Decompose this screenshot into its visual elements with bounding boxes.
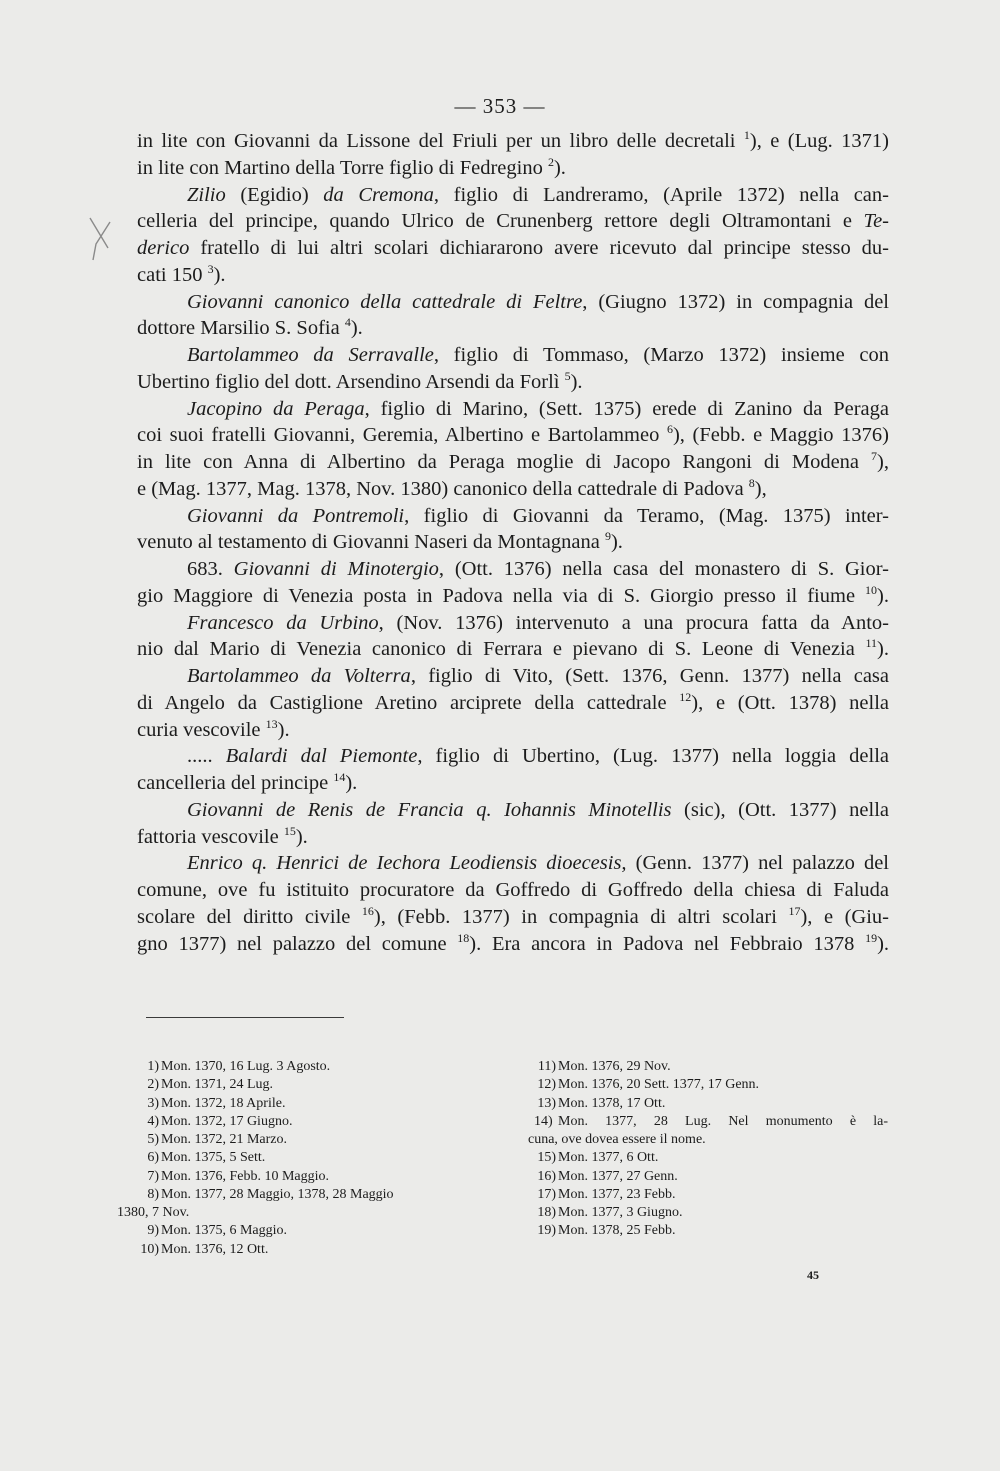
footnote-text: 1380, 7 Nov. [117,1205,190,1220]
footnote-rule [146,1017,344,1018]
footnote-text: Mon. 1376, 29 Nov. [558,1059,671,1074]
text-segment: , figlio di Tommaso, (Marzo 1372) insieme con [433,344,889,366]
text-segment: ). [213,263,226,286]
text-line [137,235,889,262]
text-segment: di Angelo da Castiglione Aretino arciprete della cattedrale [137,691,680,714]
footnote-number: 11) [537,1059,556,1074]
text-line [137,904,889,931]
text-line [137,717,889,744]
text-line [137,850,889,877]
text-line [137,315,889,342]
text-segment: dottore Marsilio S. Sofia [137,317,345,340]
footnote-number: 3) [147,1095,159,1111]
footnote-reference: 1 [743,128,750,142]
footnote [528,1168,888,1186]
text-segment: celleria del principe, quando Ulrico de Crunenberg rettore degli Oltramontani e [137,210,864,233]
italic-name: Balardi dal Piemonte [225,745,418,768]
text-line [137,690,889,717]
footnote-number: 14) [534,1113,553,1129]
text-line [137,155,889,182]
text-segment: ), (Febb. 1377) in compagnia di altri scolari [373,905,789,928]
footnote [528,1113,888,1131]
text-line [137,342,889,369]
footnote-text: Mon. 1377, 28 Lug. Nel monumento è la- [558,1113,888,1129]
text-segment: , figlio di Marino, (Sett. 1375) erede di Zanino da Peraga [364,397,889,420]
text-segment: ), e (Giu- [800,905,889,928]
text-segment: ). [350,317,363,340]
footnote-number: 19) [537,1223,556,1239]
footnote-reference: 19 [865,930,878,945]
footnotes-left-column [117,1058,472,1259]
footnote-reference: 9 [604,529,611,544]
text-segment: (Genn. 1377) nel palazzo del [626,852,889,875]
page-number: — 353 — [454,94,546,118]
text-line [137,529,889,556]
footnote-text: Mon. 1376, 12 Ott. [161,1241,269,1257]
footnote-text: Mon. 1377, 27 Genn. [558,1168,678,1184]
italic-name: Enrico q. Henrici de Iechora Leodiensis dioecesis, [187,852,627,875]
text-segment: e (Mag. 1377, Mag. 1378, Nov. 1380) canonico della cattedrale di Padova [137,477,749,500]
text-segment: cati 150 [137,263,208,286]
footnote-number: 5) [147,1132,159,1147]
footnote-text: Mon. 1377, 23 Febb. [558,1186,676,1202]
footnote-text: Mon. 1375, 5 Sett. [161,1150,266,1166]
footnote [528,1076,888,1094]
footnote-reference: 8 [748,475,755,490]
footnote [528,1222,888,1240]
text-line [137,797,889,824]
footnote-number: 6) [147,1150,159,1166]
text-line [137,396,889,423]
text-segment: , figlio di Giovanni da Teramo, (Mag. 1375) inter- [404,504,890,527]
footnote-text: Mon. 1372, 21 Marzo. [161,1132,287,1147]
text-line [137,289,889,316]
text-line [137,636,889,663]
text-segment: ). [570,370,583,393]
text-line [137,610,889,637]
footnote [528,1058,888,1076]
footnote-text: Mon. 1376, Febb. 10 Maggio. [161,1168,329,1184]
text-segment: fratello di lui altri scolari dichiararono avere ricevuto dal principe stesso du- [189,237,889,259]
text-line [137,743,889,770]
footnote-text: Mon. 1371, 24 Lug. [161,1077,273,1093]
footnote-text: Mon. 1378, 25 Febb. [558,1223,676,1239]
text-line [137,182,889,209]
footnote [117,1222,472,1240]
footnote-text: Mon. 1372, 18 Aprile. [161,1095,286,1111]
footnote-reference: 3 [207,261,214,276]
text-line [137,422,889,449]
footnote-number: 13) [537,1095,556,1111]
text-segment: gno 1377) nel palazzo del comune [137,932,458,955]
footnote [528,1149,888,1167]
text-segment: cancelleria del principe [137,772,334,794]
text-segment: , (Nov. 1376) intervenuto a una procura fatta da Anto- [378,611,889,634]
text-line [137,128,889,155]
italic-name: Te- [863,210,889,233]
footnote-text: Mon. 1377, 3 Giugno. [558,1205,683,1220]
text-segment: , (Giugno 1372) in compagnia del [582,290,889,313]
footnote [117,1076,472,1094]
text-segment: venuto al testamento di Giovanni Naseri da Montagnana [137,531,605,554]
text-line [137,770,889,797]
text-segment: scolare del diritto civile [137,905,362,928]
footnote [528,1095,888,1113]
text-segment: , figlio di Landreramo, (Aprile 1372) nella can- [433,183,889,206]
text-segment: coi suoi fratelli Giovanni, Geremia, Albertino e Bartolammeo [137,424,667,447]
signature-mark: 45 [807,1268,819,1282]
footnote-text: cuna, ove dovea essere il nome. [528,1132,706,1147]
footnote-reference: 4 [344,315,351,330]
footnote-text: Mon. 1377, 6 Ott. [558,1150,659,1166]
text-segment: , (Ott. 1376) nella casa del monastero di S. Gior- [438,558,889,580]
footnote [117,1113,472,1131]
footnote-reference: 18 [457,930,470,945]
italic-name: Giovanni de Renis de Francia q. Iohannis Minotellis [187,798,672,821]
text-segment: in lite con Giovanni da Lissone del Friuli per un libro delle decretali [137,130,744,152]
footnote [528,1131,888,1149]
footnote-reference: 11 [865,636,878,651]
footnote-number: 15) [537,1150,556,1166]
footnote-number: 1) [147,1059,159,1074]
footnote-number: 2) [147,1077,159,1093]
footnote-reference: 15 [283,823,296,838]
text-line [137,262,889,289]
footnote [117,1149,472,1167]
footnote [117,1058,472,1076]
italic-name: Francesco da Urbino [187,611,379,634]
footnote [117,1186,472,1204]
footnote-text: Mon. 1378, 17 Ott. [558,1095,666,1111]
footnote-number: 17) [537,1186,556,1202]
text-line [137,556,889,583]
text-segment: in lite con Anna di Albertino da Peraga moglie di Jacopo Rangoni di Modena [137,451,872,473]
footnote-reference: 14 [333,770,346,784]
text-line [137,877,889,904]
italic-name: Giovanni da Pontremoli [187,504,405,527]
footnote-reference: 2 [547,154,554,169]
footnote [117,1241,472,1259]
footnote-reference: 7 [871,449,878,463]
text-line [137,503,889,530]
text-line [137,931,889,958]
italic-name: da Cremona [323,183,434,206]
footnote-number: 8) [147,1186,159,1202]
text-line [137,208,889,235]
text-segment: ). Era ancora in Padova nel Febbraio 1378 [469,932,866,955]
italic-name: Jacopino da Peraga [187,397,365,420]
text-segment: ). [610,531,623,554]
footnote-reference: 12 [679,689,692,704]
footnote [117,1204,472,1222]
text-segment: nio dal Mario di Venezia canonico di Ferrara e pievano di S. Leone di Venezia [137,638,866,661]
text-segment: fattoria vescovile [137,825,284,848]
text-segment: ). [553,156,566,179]
footnote [528,1186,888,1204]
text-segment: 683. [187,558,234,580]
footnote-number: 12) [537,1077,556,1093]
italic-name: Bartolammeo da Serravalle [187,344,434,366]
italic-name: Giovanni canonico della cattedrale di Feltre [187,290,583,313]
text-line [137,476,889,503]
text-line [137,449,889,476]
text-segment: ). [877,932,890,955]
text-line [137,583,889,610]
footnote-text: Mon. 1375, 6 Maggio. [161,1223,287,1239]
text-segment: ), e (Ott. 1378) nella [691,691,889,714]
text-segment: ), [754,477,767,500]
text-line [137,369,889,396]
footnote-text: Mon. 1372, 17 Giugno. [161,1113,293,1129]
footnote-number: 18) [537,1205,556,1220]
footnote-reference: 13 [265,716,278,731]
footnote-number: 4) [147,1113,159,1129]
footnote [117,1168,472,1186]
footnote-number: 16) [537,1168,556,1184]
italic-name: Bartolammeo da Volterra [187,665,411,687]
text-segment: ), (Febb. e Maggio 1376) [672,424,889,447]
text-segment: ). [345,772,358,794]
text-segment: ). [877,584,889,607]
text-segment: gio Maggiore di Venezia posta in Padova nella via di S. Giorgio presso il fiume [137,584,866,607]
text-segment: curia vescovile [137,718,266,741]
text-segment: ). [277,718,290,741]
handwritten-margin-mark [86,214,116,269]
footnote-reference: 10 [865,582,878,597]
text-line [137,824,889,851]
footnote-reference: 5 [564,368,571,383]
text-segment: comune, ove fu istituito procuratore da Goffredo di Goffredo della chiesa di Faluda [137,879,889,901]
italic-name: derico [137,237,190,259]
text-segment: Ubertino figlio del dott. Arsendino Arsendi da Forlì [137,370,565,393]
footnote-text: Mon. 1376, 20 Sett. 1377, 17 Genn. [558,1077,760,1093]
text-segment: ). [877,638,889,661]
body-text [137,128,889,957]
footnote-reference: 16 [361,903,374,918]
text-line [137,663,889,690]
text-segment: ), e (Lug. 1371) [749,130,889,152]
footnote-number: 10) [140,1241,159,1257]
text-segment: in lite con Martino della Torre figlio di Fedregino [137,156,548,179]
footnote [117,1095,472,1113]
footnote-number: 9) [147,1223,159,1239]
text-segment: (Egidio) [225,183,324,206]
footnotes-right-column [528,1058,888,1241]
text-segment: ). [295,825,308,848]
footnote [528,1204,888,1222]
footnote [117,1131,472,1149]
footnote-reference: 17 [788,903,801,918]
italic-name: Giovanni di Minotergio [233,558,439,580]
text-segment: (sic), (Ott. 1377) nella [671,798,889,821]
footnote-number: 7) [147,1168,159,1184]
italic-name: Zilio [187,183,226,206]
footnote-reference: 6 [666,422,673,437]
text-segment: , figlio di Vito, (Sett. 1376, Genn. 1377) nella casa [410,665,890,687]
text-segment: ..... [187,745,226,768]
footnote-text: Mon. 1377, 28 Maggio, 1378, 28 Maggio [161,1186,394,1202]
text-segment: ), [877,451,889,473]
text-segment: , figlio di Ubertino, (Lug. 1377) nella loggia della [417,745,889,768]
footnote-text: Mon. 1370, 16 Lug. 3 Agosto. [161,1059,331,1074]
